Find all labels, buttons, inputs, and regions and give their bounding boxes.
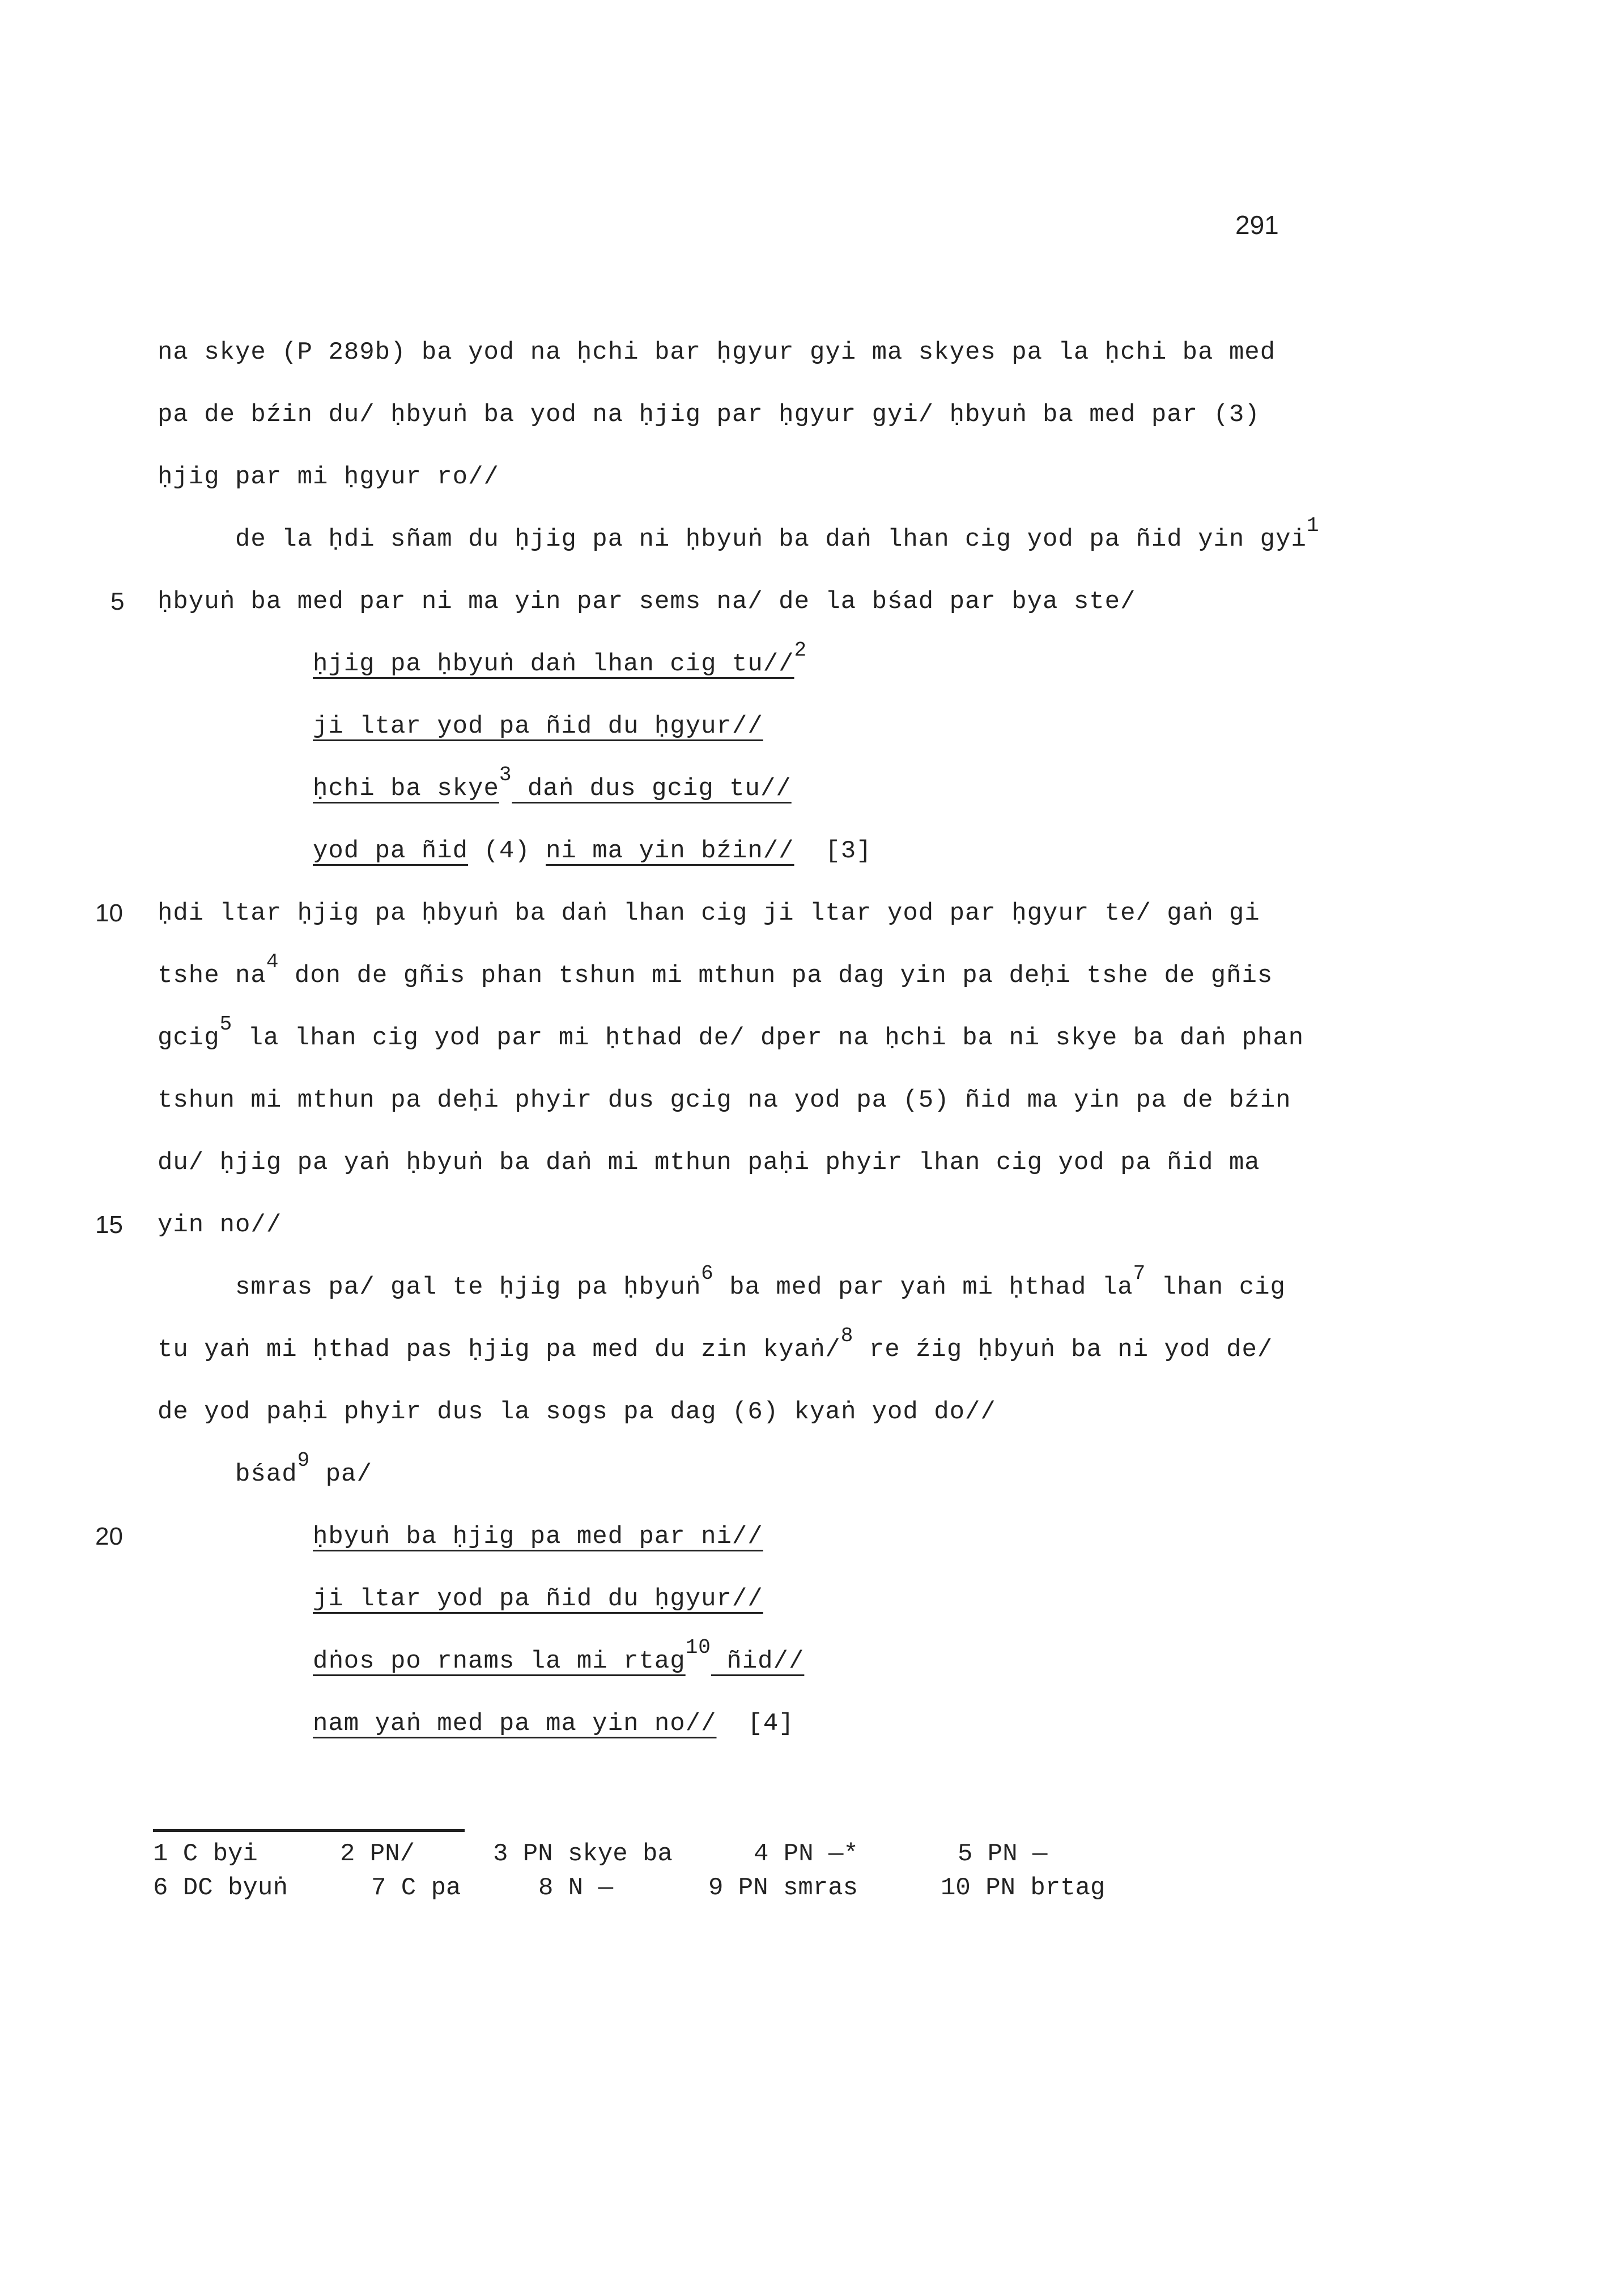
footnote-ref-4: 4 [266,950,279,974]
text-line-5: ḥbyuṅ ba med par ni ma yin par sems na/ de la bśad par bya ste/ [158,588,1136,616]
footnote-ref-10: 10 [685,1636,711,1660]
page-number: 291 [1235,210,1279,240]
line-number-15: 15 [95,1211,123,1239]
footnote-3: 3 PN skye ba [493,1840,673,1868]
text-line-3: ḥjig par mi ḥgyur ro// [158,463,499,491]
verse-number-3: [3] [794,837,872,865]
footnote-4: 4 PN —* [754,1840,858,1868]
footnote-ref-3: 3 [499,763,512,787]
text-line-11: tshe $na^4$ don de gñis phan tshun mi mthun pa dag yin pa deḥi tshe de gñis [158,950,1273,990]
footnote-ref-2: 2 [794,639,807,662]
footnote-5: 5 PN — [958,1840,1048,1868]
verse-3-line-1: ḥjig pa ḥbyuṅ daṅ lhan cig tu//$^2$ [313,639,807,678]
footnote-ref-9: 9 [297,1449,311,1473]
text-line-19: bśad$^9$ pa/ [235,1449,372,1489]
text-line-16: smras pa/ gal te ḥjig pa ḥbyuṅ$^6$ ba med par yaṅ mi ḥthad $la^7$ lhan cig [235,1262,1286,1302]
footnote-9: 9 PN smras [708,1874,858,1902]
text-line-15: yin no// [158,1211,282,1239]
verse-4-line-1: ḥbyuṅ ba ḥjig pa med par ni// [313,1523,763,1551]
verse-4-line-2: ji ltar yod pa ñid du ḥgyur// [313,1585,763,1613]
footnote-7: 7 C pa [371,1874,461,1902]
footnote-ref-1: 1 [1306,514,1320,538]
text-line-10: ḥdi ltar ḥjig pa ḥbyuṅ ba daṅ lhan cig ji ltar yod par ḥgyur te/ gaṅ gi [158,899,1260,928]
line-number-20: 20 [95,1523,123,1550]
footnote-ref-8: 8 [840,1324,854,1348]
verse-3-line-2: ji ltar yod pa ñid du ḥgyur// [313,712,763,741]
footnote-rule [153,1829,465,1832]
text-line-18: de yod paḥi phyir dus la sogs pa dag (6) kyaṅ yod do// [158,1398,996,1426]
verse-4-line-3: dṅos po rnams la mi rtag$^{10}$ ñid// [313,1636,805,1676]
text-line-17: tu yaṅ mi ḥthad pas ḥjig pa med du zin kyaṅ/$^8$ re źig ḥbyuṅ ba ni yod de/ [158,1324,1273,1364]
footnote-ref-5: 5 [219,1013,233,1036]
footnote-8: 8 N — [538,1874,614,1902]
line-number-10: 10 [95,899,123,927]
verse-3-line-3: ḥchi ba skye$^3$ daṅ dus gcig tu// [313,763,792,803]
footnote-1: 1 C byi [153,1840,258,1868]
verse-number-4: [4] [716,1710,794,1738]
text-line-1: na skye (P 289b) ba yod na ḥchi bar ḥgyur gyi ma skyes pa la ḥchi ba med [158,338,1276,367]
text-line-12: gcig$^5$ la lhan cig yod par mi ḥthad de/ dper na ḥchi ba ni skye ba daṅ phan [158,1013,1304,1052]
text-line-2: pa de bźin du/ ḥbyuṅ ba yod na ḥjig par ḥgyur gyi/ ḥbyuṅ ba med par (3) [158,401,1260,429]
footnote-10: 10 PN brtag [941,1874,1106,1902]
text-line-14: du/ ḥjig pa yaṅ ḥbyuṅ ba daṅ mi mthun paḥi phyir lhan cig yod pa ñid ma [158,1149,1260,1177]
verse-3-line-4: yod pa ñid (4) ni ma yin bźin// [3] [313,837,872,865]
footnote-ref-6: 6 [701,1262,714,1286]
text-line-4: de la ḥdi sñam du ḥjig pa ni ḥbyuṅ ba daṅ lhan cig yod pa ñid yin gyi$^1$ [235,514,1320,554]
footnote-2: 2 PN/ [340,1840,415,1868]
footnote-6: 6 DC byuṅ [153,1874,288,1902]
text-line-13: tshun mi mthun pa deḥi phyir dus gcig na yod pa (5) ñid ma yin pa de bźin [158,1086,1291,1115]
verse-4-line-4: nam yaṅ med pa ma yin no// [4] [313,1710,794,1738]
footnote-ref-7: 7 [1133,1262,1146,1286]
line-number-5: 5 [110,588,125,615]
